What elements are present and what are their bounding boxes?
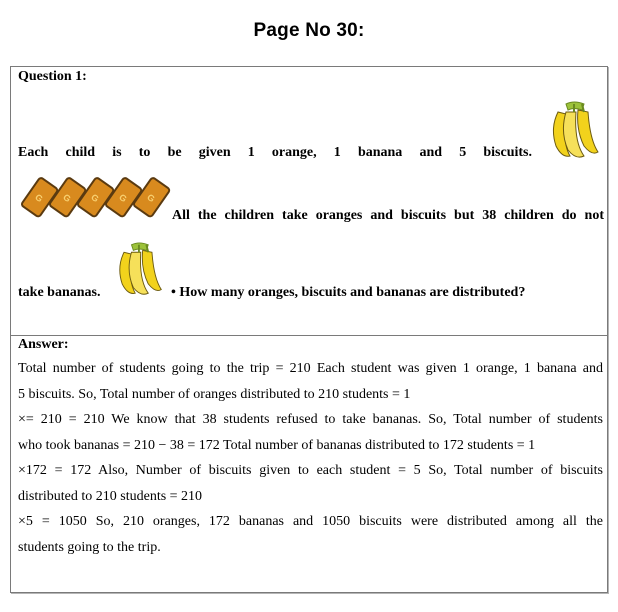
- word: biscuits.: [483, 145, 532, 160]
- word: children: [224, 208, 275, 223]
- answer-label: Answer:: [18, 337, 69, 352]
- question-line-2: [172, 208, 604, 224]
- word: banana: [357, 145, 403, 160]
- svg-text:G: G: [117, 191, 129, 205]
- word: be: [167, 145, 182, 160]
- question-section: [11, 67, 607, 336]
- svg-text:G: G: [33, 191, 45, 205]
- word: not: [584, 208, 604, 223]
- question-line-1: [18, 145, 532, 161]
- answer-line: who took bananas = 210 − 38 = 172 Total number of bananas distributed to 172 students = 1: [18, 438, 536, 453]
- svg-text:G: G: [61, 191, 73, 205]
- word: children: [504, 208, 554, 223]
- answer-line: ×= 210 = 210 We know that 38 students refused to take bananas. So, Total number of students: [18, 412, 603, 427]
- word: All: [172, 208, 190, 223]
- word: 1: [247, 145, 255, 160]
- answer-line: Total number of students going to the trip = 210 Each student was given 1 orange, 1 banana and: [18, 361, 603, 376]
- biscuits-icon: [21, 171, 171, 223]
- svg-text:G: G: [145, 191, 157, 205]
- word: is: [112, 145, 122, 160]
- question-label: Question 1:: [18, 69, 87, 84]
- answer-line: distributed to 210 students = 210: [18, 489, 203, 504]
- word: and: [419, 145, 443, 160]
- word: 5: [459, 145, 467, 160]
- word: given: [198, 145, 231, 160]
- banana-bunch-icon: [544, 98, 602, 162]
- word: oranges: [315, 208, 363, 223]
- word: to: [138, 145, 151, 160]
- question-prompt: • How many oranges, biscuits and bananas are distributed?: [171, 285, 526, 300]
- answer-line: ×172 = 172 Also, Number of biscuits given to each student = 5 So, Total number of biscuits: [18, 463, 603, 478]
- word: the: [197, 208, 217, 223]
- answer-line: ×5 = 1050 So, 210 oranges, 172 bananas and 1050 biscuits were distributed among all the: [18, 514, 603, 529]
- word: and: [370, 208, 393, 223]
- word: but: [454, 208, 475, 223]
- word: take: [282, 208, 308, 223]
- banana-bunch-icon: [111, 238, 165, 300]
- word: do: [561, 208, 577, 223]
- word: orange,: [271, 145, 317, 160]
- svg-text:G: G: [89, 191, 101, 205]
- word: 38: [482, 208, 497, 223]
- answer-line: students going to the trip.: [18, 540, 161, 555]
- word: 1: [333, 145, 341, 160]
- answer-line: 5 biscuits. So, Total number of oranges distributed to 210 students = 1: [18, 387, 411, 402]
- question-line-3-start: take bananas.: [18, 285, 101, 300]
- word: Each: [18, 145, 49, 160]
- page-title: Page No 30:: [253, 20, 365, 41]
- word: biscuits: [400, 208, 447, 223]
- question-answer-box: [10, 66, 608, 593]
- word: child: [65, 145, 96, 160]
